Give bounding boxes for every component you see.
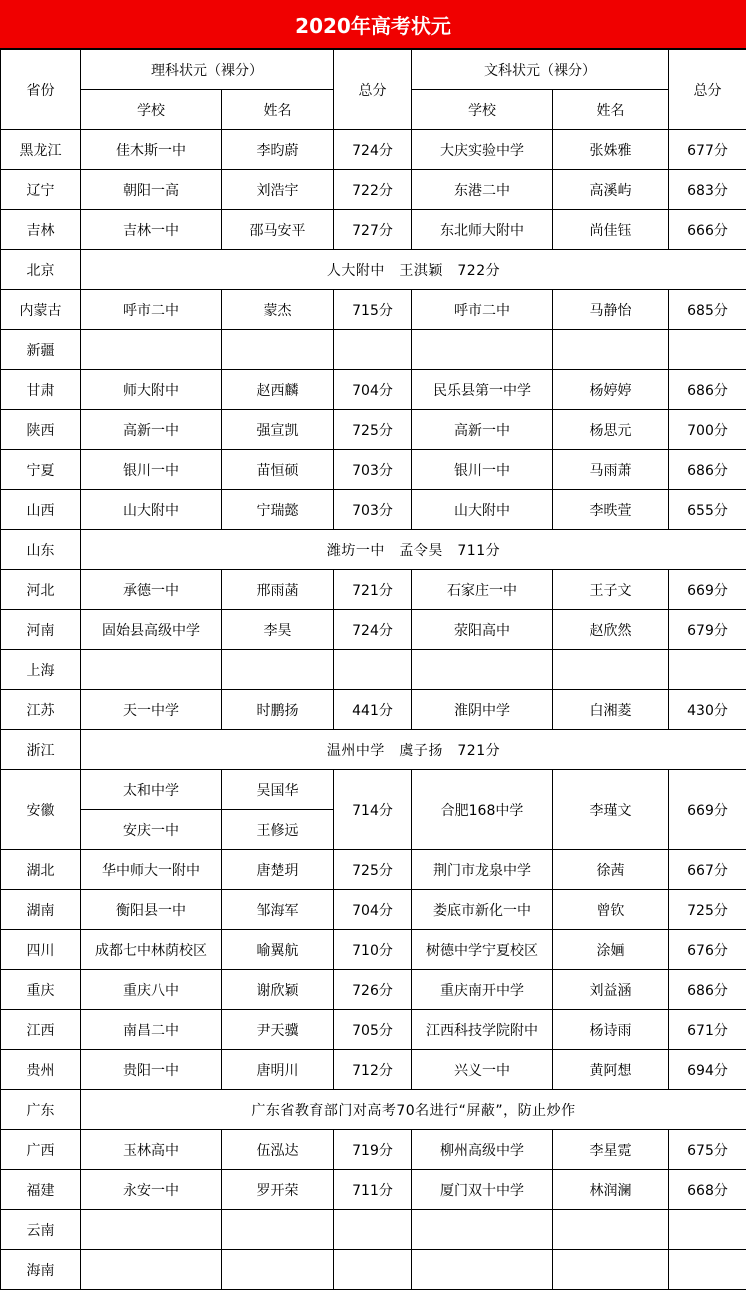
table-row: [1, 130, 746, 170]
table-body-upper: [1, 130, 746, 770]
province-cell: 新疆: [1, 330, 81, 370]
science-score-cell: 710分: [334, 930, 412, 970]
liberal-name-cell: [553, 650, 669, 690]
header-liberal: 文科状元（裸分）: [412, 50, 669, 90]
liberal-score-cell: 655分: [669, 490, 746, 530]
province-cell: 吉林: [1, 210, 81, 250]
science-name-cell: 唐楚玥: [222, 850, 334, 890]
header-science-school: 学校: [81, 90, 222, 130]
liberal-school-cell: 娄底市新化一中: [412, 890, 553, 930]
province-cell: 广东: [1, 1090, 81, 1130]
province-cell: 福建: [1, 1170, 81, 1210]
table-row: [1, 1050, 746, 1090]
science-school-cell: 重庆八中: [81, 970, 222, 1010]
province-cell: 甘肃: [1, 370, 81, 410]
province-cell: 江西: [1, 1010, 81, 1050]
liberal-name-cell: [553, 1210, 669, 1250]
table-row: [1, 370, 746, 410]
liberal-name-cell: 李星霓: [553, 1130, 669, 1170]
science-name-cell: 邢雨菡: [222, 570, 334, 610]
province-cell: 重庆: [1, 970, 81, 1010]
science-school-cell: 太和中学: [81, 770, 222, 810]
science-name-cell: [222, 1250, 334, 1290]
province-cell: 云南: [1, 1210, 81, 1250]
science-score-cell: 703分: [334, 490, 412, 530]
province-cell: 贵州: [1, 1050, 81, 1090]
liberal-score-cell: 666分: [669, 210, 746, 250]
table-body-lower: [1, 850, 746, 1290]
liberal-name-cell: 杨思元: [553, 410, 669, 450]
science-score-cell: 727分: [334, 210, 412, 250]
province-cell: 海南: [1, 1250, 81, 1290]
province-cell: 湖南: [1, 890, 81, 930]
liberal-score-cell: 686分: [669, 450, 746, 490]
science-score-cell: 714分: [334, 770, 412, 850]
liberal-name-cell: 赵欣然: [553, 610, 669, 650]
liberal-name-cell: [553, 330, 669, 370]
science-name-cell: [222, 330, 334, 370]
science-school-cell: 师大附中: [81, 370, 222, 410]
science-score-cell: 703分: [334, 450, 412, 490]
liberal-name-cell: 李瑾文: [553, 770, 669, 850]
science-score-cell: 712分: [334, 1050, 412, 1090]
province-cell: 广西: [1, 1130, 81, 1170]
science-score-cell: [334, 1250, 412, 1290]
science-name-cell: 邵马安平: [222, 210, 334, 250]
table-row: [1, 1170, 746, 1210]
liberal-score-cell: 668分: [669, 1170, 746, 1210]
table-row: [1, 530, 746, 570]
liberal-school-cell: 荆门市龙泉中学: [412, 850, 553, 890]
liberal-school-cell: 江西科技学院附中: [412, 1010, 553, 1050]
science-school-cell: [81, 1250, 222, 1290]
liberal-school-cell: 淮阴中学: [412, 690, 553, 730]
science-name-cell: 刘浩宇: [222, 170, 334, 210]
header-science-name: 姓名: [222, 90, 334, 130]
science-school-cell: 吉林一中: [81, 210, 222, 250]
liberal-name-cell: 徐茜: [553, 850, 669, 890]
province-cell: 北京: [1, 250, 81, 290]
liberal-name-cell: [553, 1250, 669, 1290]
liberal-school-cell: 石家庄一中: [412, 570, 553, 610]
science-school-cell: 华中师大一附中: [81, 850, 222, 890]
science-score-cell: 725分: [334, 410, 412, 450]
liberal-name-cell: 高溪屿: [553, 170, 669, 210]
science-school-cell: 南昌二中: [81, 1010, 222, 1050]
science-name-cell: 王修远: [222, 810, 334, 850]
table-row: [1, 930, 746, 970]
table-row: [1, 890, 746, 930]
science-name-cell: 喻翼航: [222, 930, 334, 970]
province-cell: 湖北: [1, 850, 81, 890]
page-title: 2020年高考状元: [0, 0, 746, 49]
science-school-cell: 佳木斯一中: [81, 130, 222, 170]
liberal-name-cell: 马雨萧: [553, 450, 669, 490]
table-row: [1, 490, 746, 530]
science-name-cell: 唐明川: [222, 1050, 334, 1090]
liberal-score-cell: 669分: [669, 770, 746, 850]
science-school-cell: 高新一中: [81, 410, 222, 450]
table-row: [1, 970, 746, 1010]
liberal-school-cell: 柳州高级中学: [412, 1130, 553, 1170]
table-row: [1, 1250, 746, 1290]
science-name-cell: [222, 650, 334, 690]
liberal-name-cell: 李昳萱: [553, 490, 669, 530]
province-cell: 山东: [1, 530, 81, 570]
liberal-name-cell: 白湘菱: [553, 690, 669, 730]
province-cell: 黑龙江: [1, 130, 81, 170]
liberal-school-cell: [412, 1250, 553, 1290]
liberal-school-cell: 民乐县第一中学: [412, 370, 553, 410]
science-school-cell: [81, 1210, 222, 1250]
header-liberal-name: 姓名: [553, 90, 669, 130]
liberal-score-cell: 679分: [669, 610, 746, 650]
science-name-cell: 赵西麟: [222, 370, 334, 410]
science-score-cell: [334, 1210, 412, 1250]
table-row: [1, 290, 746, 330]
liberal-name-cell: 林润澜: [553, 1170, 669, 1210]
science-name-cell: 罗开荣: [222, 1170, 334, 1210]
province-cell: 上海: [1, 650, 81, 690]
header-liberal-total: 总分: [669, 50, 746, 130]
science-school-cell: [81, 330, 222, 370]
science-score-cell: 722分: [334, 170, 412, 210]
liberal-score-cell: 694分: [669, 1050, 746, 1090]
liberal-name-cell: 刘益涵: [553, 970, 669, 1010]
province-cell: 河南: [1, 610, 81, 650]
liberal-score-cell: 725分: [669, 890, 746, 930]
liberal-name-cell: 曾钦: [553, 890, 669, 930]
liberal-name-cell: 涂婳: [553, 930, 669, 970]
province-cell: 江苏: [1, 690, 81, 730]
liberal-score-cell: 667分: [669, 850, 746, 890]
science-school-cell: 固始县高级中学: [81, 610, 222, 650]
table-row: [1, 570, 746, 610]
science-score-cell: 724分: [334, 130, 412, 170]
liberal-school-cell: 厦门双十中学: [412, 1170, 553, 1210]
header-province: 省份: [1, 50, 81, 130]
liberal-school-cell: 重庆南开中学: [412, 970, 553, 1010]
science-school-cell: 银川一中: [81, 450, 222, 490]
table-row: [1, 170, 746, 210]
header-science: 理科状元（裸分）: [81, 50, 334, 90]
province-cell: 宁夏: [1, 450, 81, 490]
science-school-cell: 衡阳县一中: [81, 890, 222, 930]
table-row: [1, 450, 746, 490]
liberal-score-cell: 685分: [669, 290, 746, 330]
liberal-score-cell: [669, 650, 746, 690]
province-cell: 山西: [1, 490, 81, 530]
science-name-cell: 蒙杰: [222, 290, 334, 330]
table-row: [1, 1210, 746, 1250]
liberal-name-cell: 杨婷婷: [553, 370, 669, 410]
science-school-cell: 天一中学: [81, 690, 222, 730]
liberal-school-cell: 东北师大附中: [412, 210, 553, 250]
table-row: [1, 690, 746, 730]
liberal-score-cell: 686分: [669, 370, 746, 410]
science-name-cell: 时鹏扬: [222, 690, 334, 730]
liberal-name-cell: 黄阿想: [553, 1050, 669, 1090]
liberal-score-cell: [669, 1250, 746, 1290]
science-score-cell: 715分: [334, 290, 412, 330]
merged-cell: 潍坊一中 孟令昊 711分: [81, 530, 746, 570]
province-cell: 安徽: [1, 770, 81, 850]
liberal-school-cell: 山大附中: [412, 490, 553, 530]
liberal-school-cell: 东港二中: [412, 170, 553, 210]
merged-cell: 人大附中 王淇颖 722分: [81, 250, 746, 290]
science-name-cell: 李昊: [222, 610, 334, 650]
science-school-cell: 永安一中: [81, 1170, 222, 1210]
liberal-score-cell: 683分: [669, 170, 746, 210]
liberal-name-cell: 张姝雅: [553, 130, 669, 170]
table-row: [1, 210, 746, 250]
province-cell: 内蒙古: [1, 290, 81, 330]
science-school-cell: 呼市二中: [81, 290, 222, 330]
table-row: [1, 330, 746, 370]
science-name-cell: 李昀蔚: [222, 130, 334, 170]
science-school-cell: 贵阳一中: [81, 1050, 222, 1090]
liberal-score-cell: 430分: [669, 690, 746, 730]
liberal-school-cell: 高新一中: [412, 410, 553, 450]
science-school-cell: [81, 650, 222, 690]
science-score-cell: 721分: [334, 570, 412, 610]
province-cell: 陕西: [1, 410, 81, 450]
table-row: [1, 730, 746, 770]
table-row: [1, 250, 746, 290]
table-row: [1, 610, 746, 650]
liberal-school-cell: 树德中学宁夏校区: [412, 930, 553, 970]
science-score-cell: 711分: [334, 1170, 412, 1210]
province-cell: 河北: [1, 570, 81, 610]
science-name-cell: 强宣凯: [222, 410, 334, 450]
science-score-cell: 704分: [334, 370, 412, 410]
science-score-cell: 719分: [334, 1130, 412, 1170]
liberal-school-cell: 合肥168中学: [412, 770, 553, 850]
liberal-school-cell: 银川一中: [412, 450, 553, 490]
table-body-anhui: [1, 770, 746, 850]
science-name-cell: 苗恒硕: [222, 450, 334, 490]
table-row: [1, 1010, 746, 1050]
liberal-name-cell: 王子文: [553, 570, 669, 610]
merged-cell: 温州中学 虞子扬 721分: [81, 730, 746, 770]
science-score-cell: [334, 650, 412, 690]
liberal-score-cell: [669, 330, 746, 370]
liberal-school-cell: 荥阳高中: [412, 610, 553, 650]
liberal-score-cell: 700分: [669, 410, 746, 450]
liberal-school-cell: [412, 330, 553, 370]
science-school-cell: 朝阳一高: [81, 170, 222, 210]
science-name-cell: 吴国华: [222, 770, 334, 810]
province-cell: 辽宁: [1, 170, 81, 210]
province-cell: 四川: [1, 930, 81, 970]
science-name-cell: 宁瑞懿: [222, 490, 334, 530]
table-row: [1, 1090, 746, 1130]
liberal-score-cell: 671分: [669, 1010, 746, 1050]
science-score-cell: 726分: [334, 970, 412, 1010]
science-name-cell: 谢欣颖: [222, 970, 334, 1010]
liberal-name-cell: 杨诗雨: [553, 1010, 669, 1050]
science-score-cell: 725分: [334, 850, 412, 890]
liberal-school-cell: 呼市二中: [412, 290, 553, 330]
table-row: [1, 410, 746, 450]
liberal-score-cell: [669, 1210, 746, 1250]
table-row: [1, 650, 746, 690]
liberal-score-cell: 677分: [669, 130, 746, 170]
science-school-cell: 玉林高中: [81, 1130, 222, 1170]
table-row: [1, 850, 746, 890]
liberal-name-cell: 马静怡: [553, 290, 669, 330]
table-row: [1, 1130, 746, 1170]
science-score-cell: 704分: [334, 890, 412, 930]
science-school-cell: 安庆一中: [81, 810, 222, 850]
liberal-score-cell: 669分: [669, 570, 746, 610]
science-school-cell: 山大附中: [81, 490, 222, 530]
header-science-total: 总分: [334, 50, 412, 130]
science-score-cell: 705分: [334, 1010, 412, 1050]
table-row: [1, 770, 746, 810]
liberal-score-cell: 676分: [669, 930, 746, 970]
science-score-cell: 724分: [334, 610, 412, 650]
liberal-school-cell: [412, 650, 553, 690]
province-cell: 浙江: [1, 730, 81, 770]
liberal-score-cell: 675分: [669, 1130, 746, 1170]
science-name-cell: [222, 1210, 334, 1250]
liberal-score-cell: 686分: [669, 970, 746, 1010]
science-school-cell: 承德一中: [81, 570, 222, 610]
science-score-cell: 441分: [334, 690, 412, 730]
merged-cell: 广东省教育部门对高考70名进行“屏蔽”，防止炒作: [81, 1090, 746, 1130]
liberal-school-cell: 大庆实验中学: [412, 130, 553, 170]
scholar-table: [0, 49, 746, 1290]
header-liberal-school: 学校: [412, 90, 553, 130]
liberal-school-cell: 兴义一中: [412, 1050, 553, 1090]
science-name-cell: 伍泓达: [222, 1130, 334, 1170]
liberal-name-cell: 尚佳钰: [553, 210, 669, 250]
science-school-cell: 成都七中林荫校区: [81, 930, 222, 970]
science-name-cell: 邹海军: [222, 890, 334, 930]
liberal-school-cell: [412, 1210, 553, 1250]
science-name-cell: 尹天骥: [222, 1010, 334, 1050]
science-score-cell: [334, 330, 412, 370]
